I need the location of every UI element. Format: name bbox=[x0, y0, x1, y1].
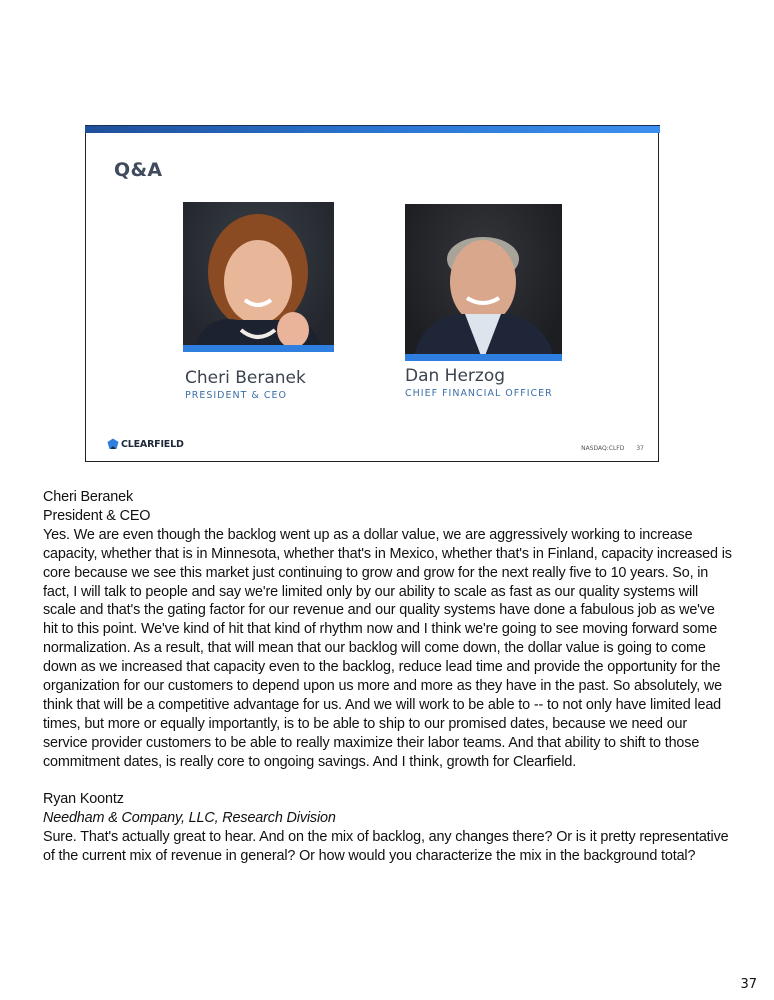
slide-number: 37 bbox=[636, 445, 644, 452]
clearfield-logo bbox=[107, 438, 184, 450]
speaker-affiliation: President & CEO bbox=[43, 507, 151, 524]
speaker-affiliation: Needham & Company, LLC, Research Division bbox=[43, 810, 336, 827]
speaker-name: Cheri Beranek bbox=[43, 489, 134, 505]
speaker-text: Sure. That's actually great to hear. And on the mix of backlog, any changes there? Or is it pretty representative of the current mix of revenue in general? Or how would you characterize the mix in the background total? bbox=[43, 829, 729, 865]
transcript-entry bbox=[43, 488, 733, 772]
slide-title: Q&A bbox=[114, 159, 163, 181]
photo-accent-bar bbox=[405, 354, 562, 361]
transcript bbox=[43, 488, 733, 866]
slide-footer bbox=[581, 445, 644, 452]
person-role: CHIEF FINANCIAL OFFICER bbox=[405, 388, 553, 399]
person-name: Dan Herzog bbox=[405, 366, 506, 386]
transcript-entry bbox=[43, 790, 733, 866]
speaker-text: Yes. We are even though the backlog went up as a dollar value, we are aggressively working to increase capacity, whether that is in Minnesota, whether that's in Mexico, whether that's in Finland, capacity increased is core because we see this market just continuing to grow and grow for the next really five to 10 years. So, in fact, I will talk to people and say we're limited only by our ability to scale as fast as our quality systems will scale and that's the gating factor for our revenue and our quality systems have done a fabulous job as we've hit to this point. We've kind of hit that kind of rhythm now and I think we're going to see moving forward some normalization. As a result, that will mean that our backlog will come down, the dollar value is going to come down as we increased that capacity even to the backlog, reduce lead time and provide the opportunity for the organization for our customers to depend upon us more and more as they have in the past. So absolutely, we think that will be a competitive advantage for us. And we will work to be able to -- to not only have limited lead times, but more or equally importantly, is to be able to ship to our promised dates, because we need our service provider customers to be able to really maximize their labor teams. And that ability to shift to those commitment dates, is really core to ongoing savings. And I think, growth for Clearfield. bbox=[43, 526, 732, 770]
speaker-name: Ryan Koontz bbox=[43, 791, 124, 808]
ticker-symbol: NASDAQ:CLFD bbox=[581, 445, 625, 452]
person-role: PRESIDENT & CEO bbox=[185, 390, 287, 401]
logo-text: CLEARFIELD bbox=[121, 438, 184, 450]
page-number: 37 bbox=[740, 977, 757, 992]
presentation-slide bbox=[85, 125, 659, 462]
portrait-photo-cheri-beranek bbox=[183, 202, 334, 352]
portrait-man-icon bbox=[405, 204, 562, 361]
portrait-woman-icon bbox=[183, 202, 334, 352]
clearfield-logo-icon bbox=[107, 438, 119, 450]
photo-accent-bar bbox=[183, 345, 334, 352]
person-name: Cheri Beranek bbox=[185, 368, 306, 388]
slide-header-bar bbox=[85, 125, 660, 133]
portrait-photo-dan-herzog bbox=[405, 204, 562, 361]
